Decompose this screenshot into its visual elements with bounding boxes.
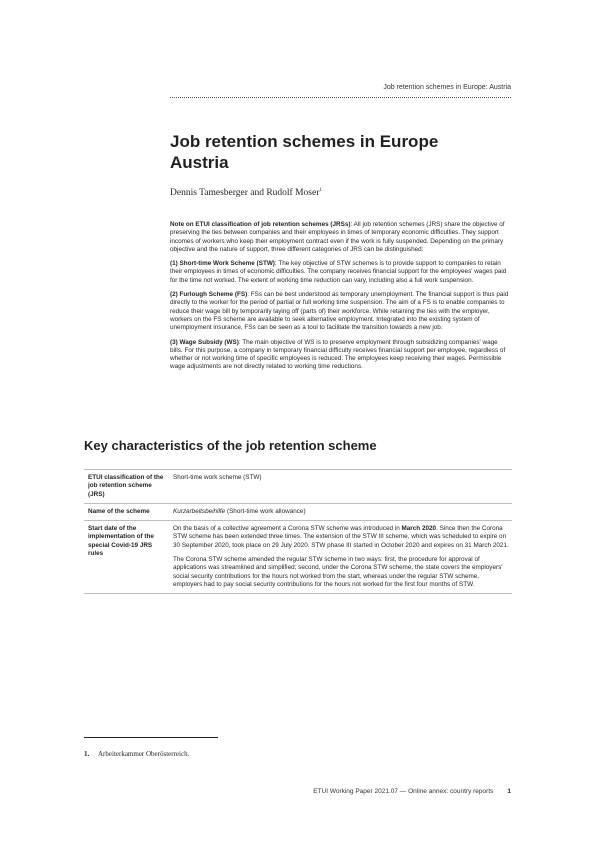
row-label: Start date of the implementation of the special Covid-19 JRS rules (84, 521, 169, 594)
row-label: ETUI classification of the job retention scheme (JRS) (84, 470, 169, 504)
scheme-name-translation: (Short-time work allowance) (225, 507, 306, 515)
characteristics-table (84, 469, 512, 594)
jrs-classification-note (170, 221, 512, 378)
ws-paragraph (170, 339, 512, 372)
note-heading: Note on ETUI classification of job retention schemes (JRSs) (170, 221, 351, 228)
fs-heading: (2) Furlough Scheme (FS) (170, 291, 248, 299)
section-heading: Key characteristics of the job retention scheme (84, 438, 377, 453)
note-text: : All job retention schemes (JRS) share the objective of preserving the ties between companies and their employees in times of temporary economic difficulties. They support incomes of workers who keep their employment contract even if the work is fully suspended. Depending on the primary objective and the nature of support, three different categories of JRS can be distinguished: (170, 221, 505, 253)
document-title (170, 131, 510, 173)
row-label: Name of the scheme (84, 503, 169, 520)
page-footer (313, 788, 511, 795)
start-date-text-before: On the basis of a collective agreement a Corona STW scheme was introduced in (173, 525, 402, 533)
stw-paragraph (170, 260, 512, 285)
footnote-number: 1. (84, 750, 90, 758)
fs-text: : FSs can be best understood as temporary unemployment. The financial support is thus paid directly to the worker for the period of partial or full working time suspension. The aim of a FS is to enable companies to reduce their wage bill by temporarily laying off (parts of) their workforce. While retaining the ties with the employer, workers on the FS scheme are available to seek alternative employment. Integrated into the existing system of unemployment insurance, FSs can be seen as a tool to facilitate the transition towards a new job. (170, 291, 509, 332)
table-row (84, 521, 512, 594)
fs-paragraph (170, 291, 512, 332)
start-date-text-after: . Since then the Corona STW scheme has been extended three times. The extension of the STW III scheme, which was scheduled to expire on 30 September 2020, took place on 29 July 2020. STW phase III started in October 2020 and expires on 31 March 2021. (173, 525, 509, 549)
footer-text: ETUI Working Paper 2021.07 — Online annex: country reports (313, 788, 494, 795)
title-line-2: Austria (170, 153, 229, 172)
start-date-paragraph (173, 525, 509, 550)
scheme-name-german: Kurzarbeitsbeihilfe (173, 507, 226, 515)
footnote-text: Arbeiterkammer Oberösterreich. (98, 750, 190, 758)
author-names: Dennis Tamesberger and Rudolf Moser (170, 188, 320, 199)
title-line-1: Job retention schemes in Europe (170, 132, 439, 151)
table-row (84, 503, 512, 520)
ws-heading: (3) Wage Subsidy (WS) (170, 338, 239, 346)
footnote (84, 750, 189, 758)
stw-text: : The key objective of STW schemes is to provide support to companies to retain their employees in times of economic difficulties. The company receives financial support for the employees' wages paid for the time not worked. The extent of working time reduction can vary, including also a full work suspension. (170, 260, 507, 284)
running-head: Job retention schemes in Europe: Austria (383, 84, 511, 91)
amendment-paragraph: The Corona STW scheme amended the regular STW scheme in two ways: first, the procedure for approval of applications was streamlined and simplified; second, under the Corona STW scheme, the state covers the employers' social security contributions for the hours not worked from the start, whereas under the regular STW scheme, employers had to pay social security contributions for the hours not worked for the first four months of STW. (173, 556, 503, 588)
footnote-divider (84, 737, 218, 738)
row-value (169, 503, 512, 520)
authors (170, 188, 322, 198)
ws-text: : The main objective of WS is to preserve employment through subsidizing companies' wage bills. For this purpose, a company in temporary financial difficulty receives financial support per employee, regardless of whether or not working time of specific employees is reduced. The employees keep receiving their wages. Permissible wage adjustments are not directly related to working time reductions. (170, 338, 506, 371)
page-number: 1 (507, 788, 511, 795)
header-divider (170, 97, 511, 98)
author-footnote-mark: 1 (319, 188, 322, 193)
stw-heading: (1) Short-time Work Scheme (STW) (170, 260, 275, 268)
row-value: Short-time work scheme (STW) (169, 470, 512, 504)
note-paragraph (170, 221, 512, 254)
start-date-bold: March 2020 (401, 525, 437, 533)
table-row (84, 470, 512, 504)
row-value (169, 521, 512, 594)
